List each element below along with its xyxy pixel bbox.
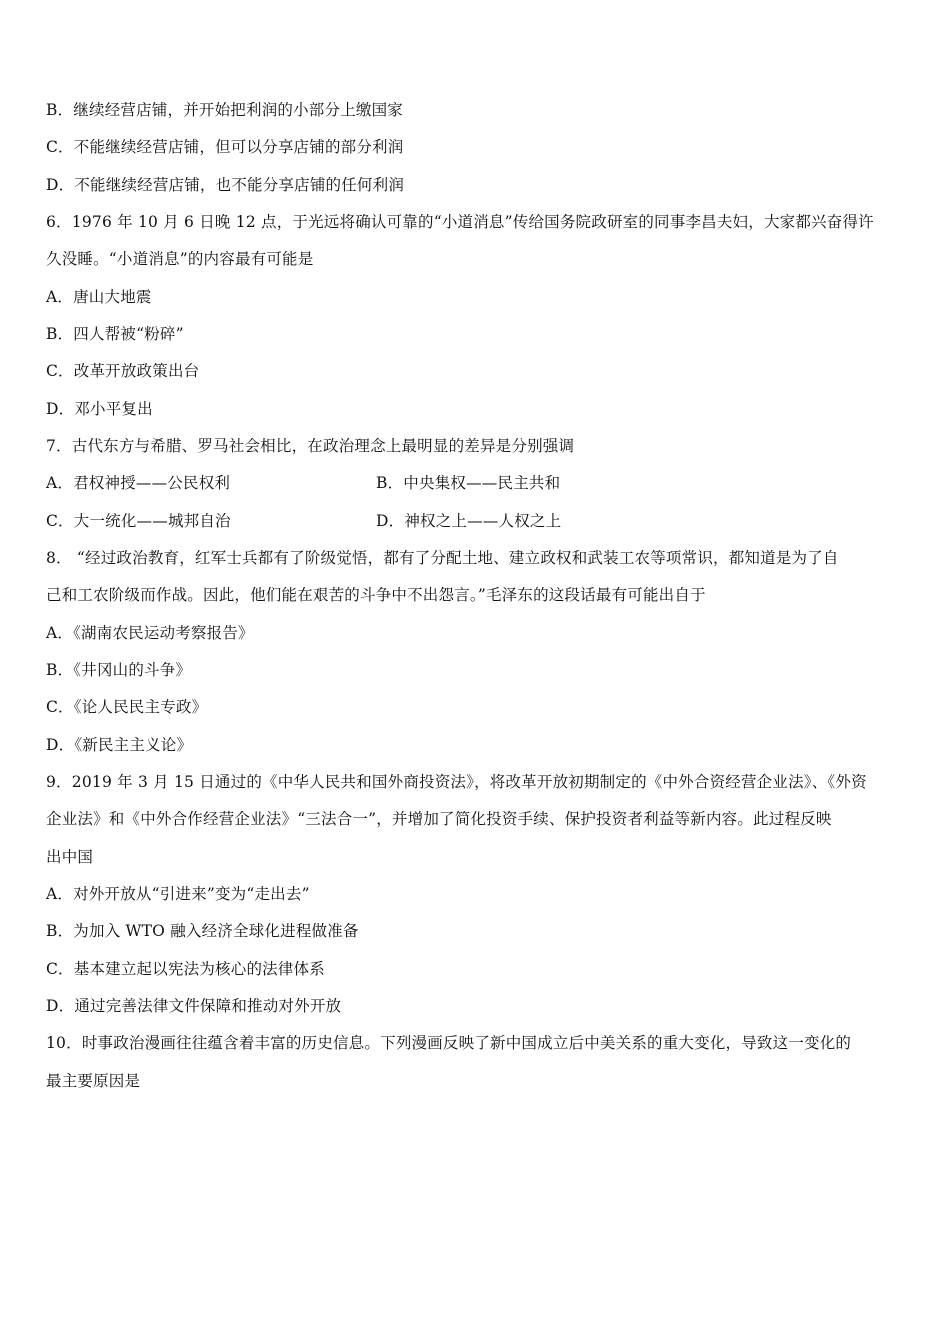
q6-stem-line-1: 6．1976 年 10 月 6 日晚 12 点，于光远将确认可靠的“小道消息”传给国务院政研室的同事李昌夫妇，大家都兴奋得许 xyxy=(46,213,874,231)
q7-option-b: B．中央集权——民主共和 xyxy=(376,474,561,492)
q9-stem-line-3: 出中国 xyxy=(46,848,94,866)
q9-option-d: D．通过完善法律文件保障和推动对外开放 xyxy=(46,997,342,1015)
q9-option-c: C．基本建立起以宪法为核心的法律体系 xyxy=(46,960,325,978)
q7-option-d: D．神权之上——人权之上 xyxy=(376,512,562,530)
q5-option-b: B．继续经营店铺，并开始把利润的小部分上缴国家 xyxy=(46,101,403,119)
q8-option-b: B．《井冈山的斗争》 xyxy=(46,661,192,679)
q10-stem-line-1: 10．时事政治漫画往往蕴含着丰富的历史信息。下列漫画反映了新中国成立后中美关系的重大变化，导致这一变化的 xyxy=(46,1034,852,1052)
q6-option-c: C．改革开放政策出台 xyxy=(46,362,200,380)
q6-option-d: D．邓小平复出 xyxy=(46,400,153,418)
q6-option-b: B．四人帮被“粉碎” xyxy=(46,325,184,343)
q6-stem-line-2: 久没睡。“小道消息”的内容最有可能是 xyxy=(46,250,314,268)
q6-option-a: A．唐山大地震 xyxy=(46,288,152,306)
q8-stem-line-1: 8． “经过政治教育，红军士兵都有了阶级觉悟，都有了分配土地、建立政权和武装工农等项常识，都知道是为了自 xyxy=(46,549,839,567)
q7-stem: 7．古代东方与希腊、罗马社会相比，在政治理念上最明显的差异是分别强调 xyxy=(46,437,575,455)
q9-option-a: A．对外开放从“引进来”变为“走出去” xyxy=(46,885,310,903)
q8-option-d: D．《新民主主义论》 xyxy=(46,736,193,754)
q8-option-c: C．《论人民民主专政》 xyxy=(46,698,208,716)
q10-stem-line-2: 最主要原因是 xyxy=(46,1072,141,1090)
q9-stem-line-1: 9．2019 年 3 月 15 日通过的《中华人民共和国外商投资法》，将改革开放初期制定的《中外合资经营企业法》、《外资 xyxy=(46,773,867,791)
q7-option-c: C．大一统化——城邦自治 xyxy=(46,512,231,530)
q8-option-a: A．《湖南农民运动考察报告》 xyxy=(46,624,254,642)
q7-option-a: A．君权神授——公民权利 xyxy=(46,474,231,492)
q5-option-c: C．不能继续经营店铺，但可以分享店铺的部分利润 xyxy=(46,138,404,156)
q9-stem-line-2: 企业法》和《中外合作经营企业法》“三法合一”，并增加了简化投资手续、保护投资者利益等新内容。此过程反映 xyxy=(46,810,832,828)
q8-stem-line-2: 己和工农阶级而作战。因此，他们能在艰苦的斗争中不出怨言。”毛泽东的这段话最有可能出自于 xyxy=(46,586,706,604)
q9-option-b: B．为加入 WTO 融入经济全球化进程做准备 xyxy=(46,922,359,940)
q5-option-d: D．不能继续经营店铺，也不能分享店铺的任何利润 xyxy=(46,176,405,194)
